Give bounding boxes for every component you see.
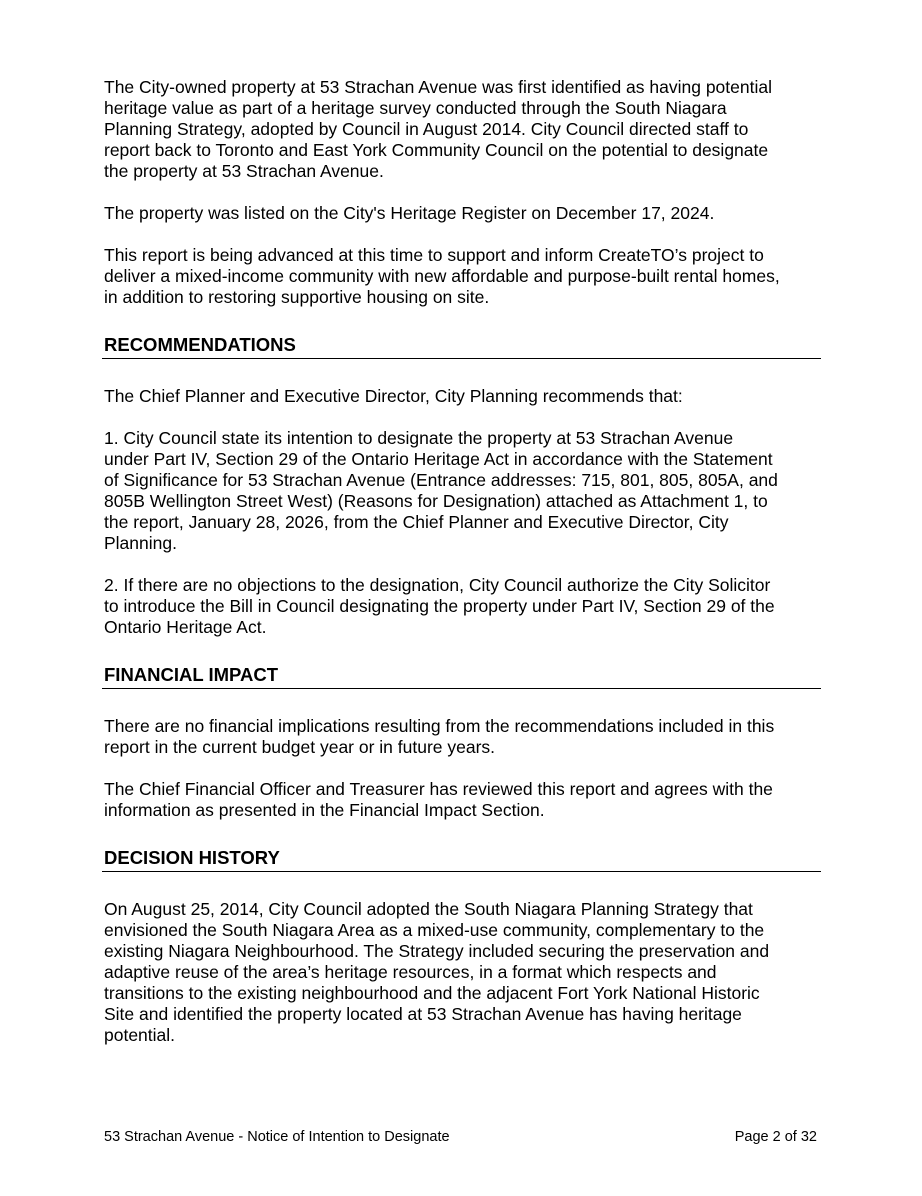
financial-impact-paragraph-2: The Chief Financial Officer and Treasurer has reviewed this report and agrees with the information as presented in the Financial Impact Section. bbox=[104, 779, 773, 820]
intro-paragraph-2: The property was listed on the City's Heritage Register on December 17, 2024. bbox=[104, 203, 715, 223]
footer-page-number: Page 2 of 32 bbox=[734, 1129, 817, 1145]
decision-history-heading: DECISION HISTORY bbox=[102, 847, 821, 872]
recommendations-intro: The Chief Planner and Executive Director, City Planning recommends that: bbox=[104, 386, 683, 406]
financial-impact-paragraph-1: There are no financial implications resulting from the recommendations included in this report in the current budget year or in future years. bbox=[104, 716, 775, 757]
recommendation-item-1: 1. City Council state its intention to designate the property at 53 Strachan Avenue under Part IV, Section 29 of the Ontario Heritage Act in accordance with the Statement of Significance for 53 Strachan Avenue (Entrance addresses: 715, 801, 805, 805A, and 805B Wellington Street West) (Reasons for Designation) attached as Attachment 1, to the report, January 28, 2026, from the Chief Planner and Executive Director, City Planning. bbox=[104, 428, 778, 553]
document-body bbox=[104, 77, 819, 1067]
footer-document-title: 53 Strachan Avenue - Notice of Intention to Designate bbox=[104, 1129, 450, 1145]
financial-impact-heading: FINANCIAL IMPACT bbox=[102, 664, 821, 689]
recommendation-item-2: 2. If there are no objections to the designation, City Council authorize the City Solicitor to introduce the Bill in Council designating the property under Part IV, Section 29 of the Ontario Heritage Act. bbox=[104, 575, 775, 637]
intro-paragraph-3: This report is being advanced at this time to support and inform CreateTO’s project to deliver a mixed-income community with new affordable and purpose-built rental homes, in addition to restoring supportive housing on site. bbox=[104, 245, 780, 307]
intro-paragraph-1: The City-owned property at 53 Strachan Avenue was first identified as having potential heritage value as part of a heritage survey conducted through the South Niagara Planning Strategy, adopted by Council in August 2014. City Council directed staff to report back to Toronto and East York Community Council on the potential to designate the property at 53 Strachan Avenue. bbox=[104, 77, 772, 181]
decision-history-paragraph-1: On August 25, 2014, City Council adopted the South Niagara Planning Strategy that envisioned the South Niagara Area as a mixed-use community, complementary to the existing Niagara Neighbourhood. The Strategy included securing the preservation and adaptive reuse of the area’s heritage resources, in a format which respects and transitions to the existing neighbourhood and the adjacent Fort York National Historic Site and identified the property located at 53 Strachan Avenue has having heritage potential. bbox=[104, 899, 770, 1045]
recommendations-heading: RECOMMENDATIONS bbox=[102, 334, 821, 359]
